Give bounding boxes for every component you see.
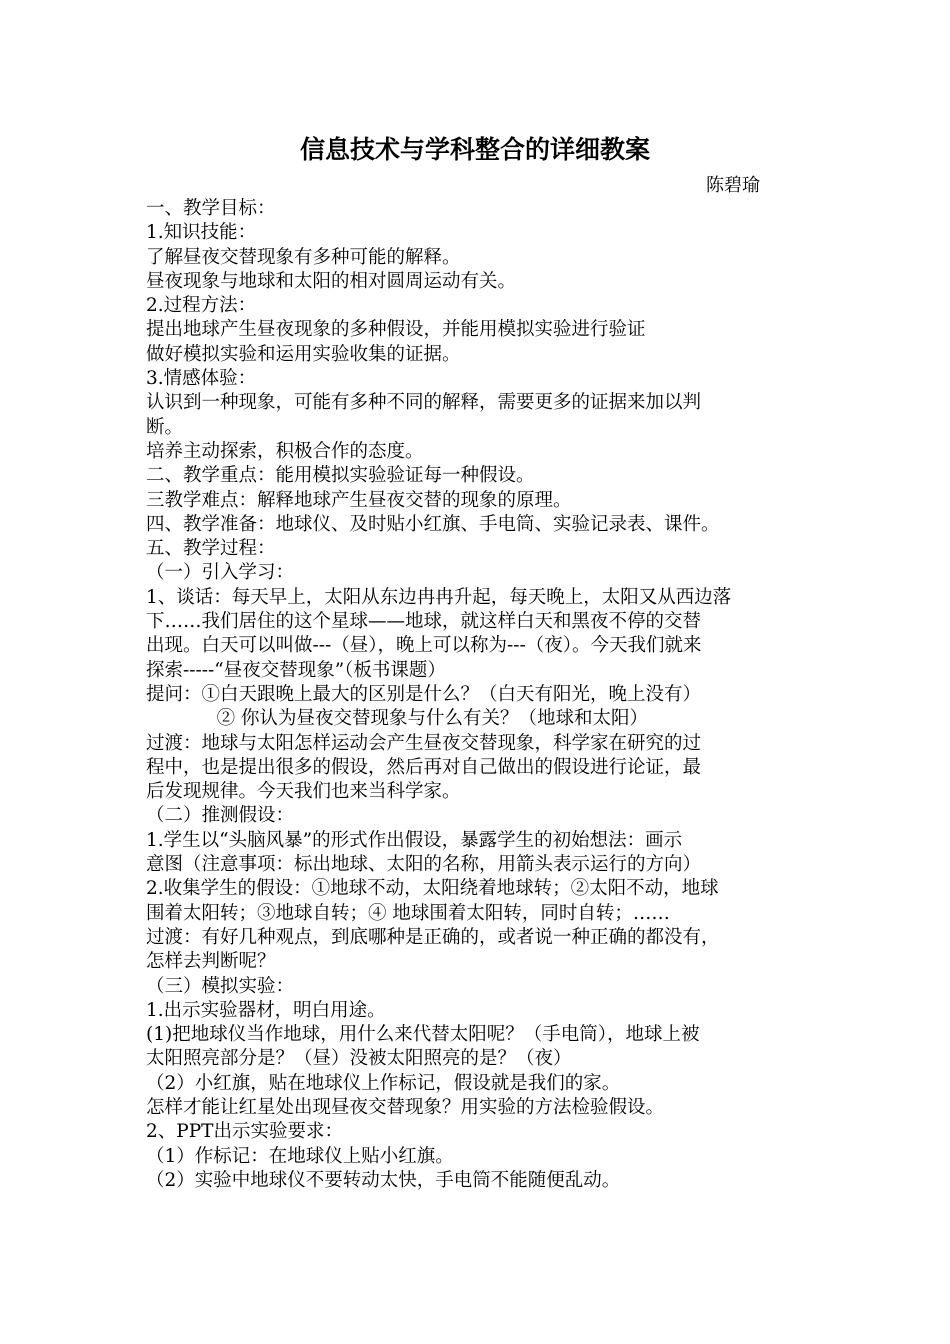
document-line: 太阳照亮部分是？（昼）没被太阳照亮的是？（夜） bbox=[146, 1048, 572, 1070]
document-title: 信息技术与学科整合的详细教案 bbox=[299, 135, 650, 164]
document-line: 意图（注意事项：标出地球、太阳的名称，用箭头表示运行的方向） bbox=[146, 854, 702, 876]
document-line: 三教学难点：解释地球产生昼夜交替的现象的原理。 bbox=[146, 489, 572, 511]
document-line: 围着太阳转；③地球自转；④ 地球围着太阳转，同时自转；…… bbox=[146, 902, 670, 924]
document-line: 出现。白天可以叫做---（昼），晚上可以称为---（夜）。今天我们就来 bbox=[146, 635, 702, 657]
document-line: （三）模拟实验： bbox=[146, 975, 295, 997]
document-line: 怎样去判断呢？ bbox=[146, 951, 276, 973]
document-body bbox=[146, 197, 816, 1193]
document-line: 1、谈话：每天早上，太阳从东边冉冉升起，每天晚上，太阳又从西边落 bbox=[146, 586, 732, 608]
document-line: 培养主动探索，积极合作的态度。 bbox=[146, 440, 424, 462]
document-line: 2.收集学生的假设：①地球不动，太阳绕着地球转；②太阳不动，地球 bbox=[146, 878, 719, 900]
document-line: （二）推测假设： bbox=[146, 805, 295, 827]
document-line: 探索-----“昼夜交替现象”（板书课题） bbox=[146, 659, 446, 681]
document-line: （2）小红旗，贴在地球仪上作标记，假设就是我们的家。 bbox=[146, 1072, 621, 1094]
document-line: 1.出示实验器材，明白用途。 bbox=[146, 999, 386, 1021]
document-line: （一）引入学习： bbox=[146, 562, 295, 584]
document-line: （2）实验中地球仪不要转动太快，手电筒不能随便乱动。 bbox=[146, 1169, 621, 1191]
document-line: 过渡：地球与太阳怎样运动会产生昼夜交替现象，科学家在研究的过 bbox=[146, 732, 702, 754]
document-line: 提出地球产生昼夜现象的多种假设，并能用模拟实验进行验证 bbox=[146, 319, 646, 341]
document-line: 二、教学重点：能用模拟实验验证每一种假设。 bbox=[146, 465, 535, 487]
document-line: 五、教学过程： bbox=[146, 538, 276, 560]
document-line: 怎样才能让红星处出现昼夜交替现象？用实验的方法检验假设。 bbox=[146, 1096, 665, 1118]
document-line: 2、PPT出示实验要求： bbox=[146, 1121, 344, 1143]
document-line: 做好模拟实验和运用实验收集的证据。 bbox=[146, 343, 461, 365]
document-line: （1）作标记：在地球仪上贴小红旗。 bbox=[146, 1145, 454, 1167]
document-line: 过渡：有好几种观点，到底哪种是正确的，或者说一种正确的都没有， bbox=[146, 926, 720, 948]
document-line: 四、教学准备：地球仪、及时贴小红旗、手电筒、实验记录表、课件。 bbox=[146, 513, 720, 535]
document-line: 程中，也是提出很多的假设，然后再对自己做出的假设进行论证，最 bbox=[146, 756, 702, 778]
document-line: 2.过程方法： bbox=[146, 295, 257, 317]
document-line: ② 你认为昼夜交替现象与什么有关？（地球和太阳） bbox=[146, 708, 648, 730]
document-line: 3.情感体验： bbox=[146, 368, 257, 390]
document-line: 昼夜现象与地球和太阳的相对圆周运动有关。 bbox=[146, 270, 517, 292]
document-line: (1)把地球仪当作地球，用什么来代替太阳呢？（手电筒），地球上被 bbox=[146, 1024, 700, 1046]
document-line: 认识到一种现象，可能有多种不同的解释，需要更多的证据来加以判 bbox=[146, 392, 702, 414]
document-line: 后发现规律。今天我们也来当科学家。 bbox=[146, 781, 461, 803]
document-author: 陈碧瑜 bbox=[706, 175, 760, 196]
document-line: 提问：①白天跟晚上最大的区别是什么？（白天有阳光，晚上没有） bbox=[146, 683, 702, 705]
document-line: 了解昼夜交替现象有多种可能的解释。 bbox=[146, 246, 461, 268]
document-line: 下……我们居住的这个星球——地球，就这样白天和黑夜不停的交替 bbox=[146, 611, 702, 633]
document-line: 一、教学目标： bbox=[146, 198, 276, 219]
document-line: 1.学生以“头脑风暴”的形式作出假设，暴露学生的初始想法：画示 bbox=[146, 829, 683, 851]
document-line: 断。 bbox=[146, 416, 184, 438]
document-line: 1.知识技能： bbox=[146, 222, 257, 244]
